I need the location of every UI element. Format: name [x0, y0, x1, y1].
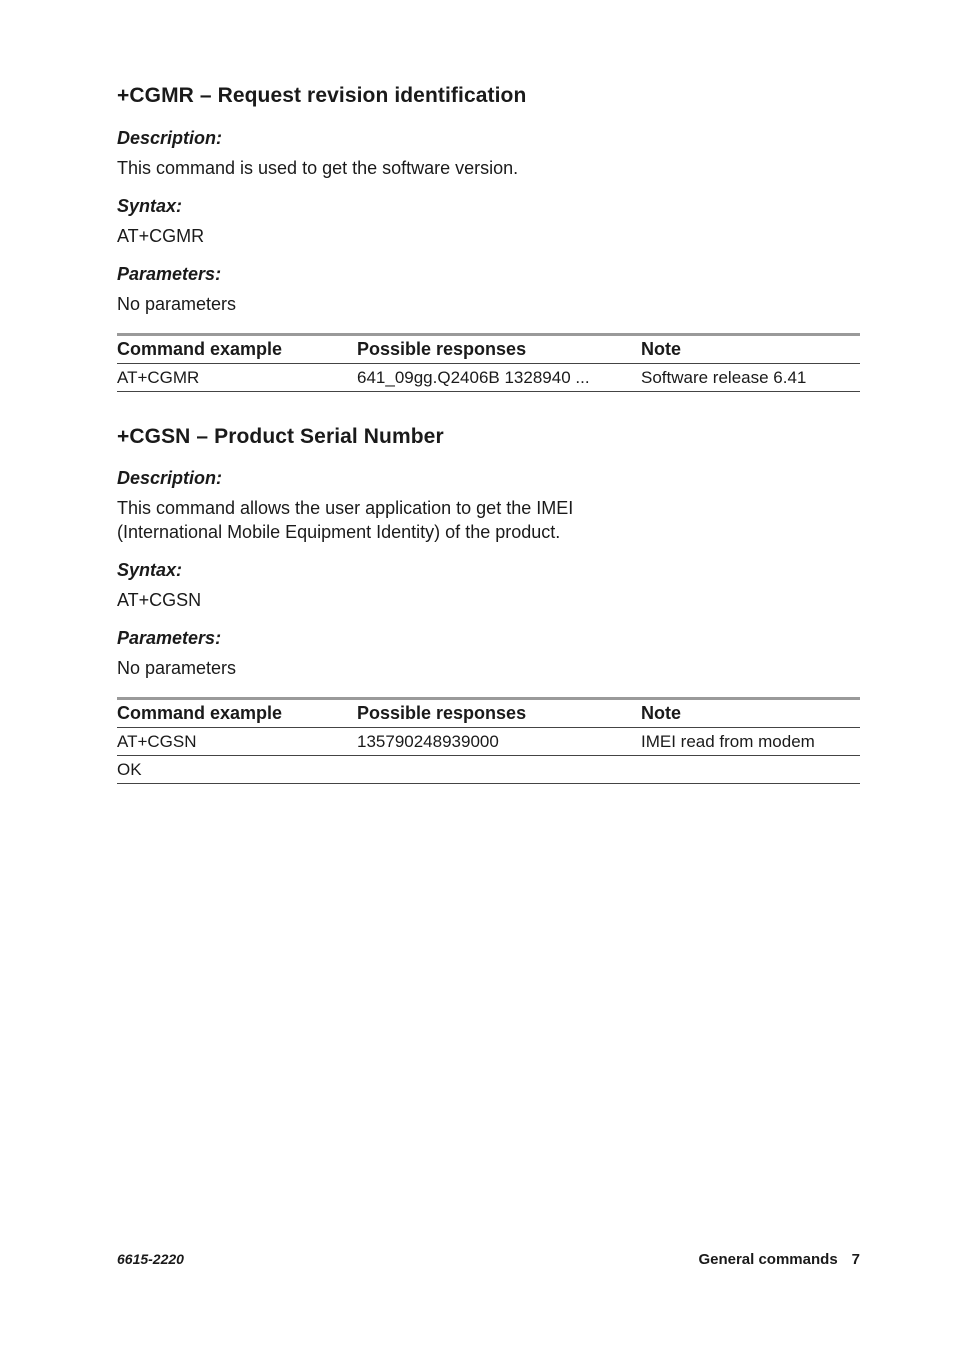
cell-command: AT+CGMR [117, 364, 357, 392]
section-title-cgsn: +CGSN – Product Serial Number [117, 425, 444, 448]
cell-response [357, 756, 641, 784]
description-line: (International Mobile Equipment Identity) of the product. [117, 522, 561, 542]
footer-page-number: 7 [851, 1251, 860, 1268]
footer-chapter [698, 1251, 860, 1268]
header-command-example: Command example [117, 335, 357, 364]
header-command-example: Command example [117, 699, 357, 728]
footer-chapter-title: General commands [698, 1251, 838, 1268]
cell-command: OK [117, 756, 357, 784]
footer-doc-number: 6615-2220 [117, 1251, 184, 1267]
header-note: Note [641, 335, 860, 364]
table-row [117, 756, 860, 784]
cell-note: Software release 6.41 [641, 364, 860, 392]
description-label: Description: [117, 468, 223, 488]
table-row [117, 364, 860, 392]
table-row [117, 728, 860, 756]
cell-response: 135790248939000 [357, 728, 641, 756]
command-table-cgmr [117, 333, 860, 392]
section-title-cgmr: +CGMR – Request revision identification [117, 84, 527, 107]
table-header-row [117, 335, 860, 364]
header-note: Note [641, 699, 860, 728]
syntax-text: AT+CGSN [117, 590, 202, 610]
command-table-cgsn [117, 697, 860, 784]
description-text [117, 496, 573, 544]
description-text [117, 156, 518, 180]
syntax-label: Syntax: [117, 196, 183, 216]
description-line: This command is used to get the software version. [117, 158, 519, 178]
header-possible-responses: Possible responses [357, 335, 641, 364]
cell-note: IMEI read from modem [641, 728, 860, 756]
description-line: This command allows the user application to get the IMEI [117, 498, 574, 518]
header-possible-responses: Possible responses [357, 699, 641, 728]
parameters-text: No parameters [117, 658, 237, 678]
parameters-label: Parameters: [117, 628, 222, 648]
parameters-label: Parameters: [117, 264, 222, 284]
description-label: Description: [117, 128, 223, 148]
parameters-text: No parameters [117, 294, 237, 314]
cell-command: AT+CGSN [117, 728, 357, 756]
syntax-label: Syntax: [117, 560, 183, 580]
cell-response: 641_09gg.Q2406B 1328940 ... [357, 364, 641, 392]
table-header-row [117, 699, 860, 728]
syntax-text: AT+CGMR [117, 226, 205, 246]
cell-note [641, 756, 860, 784]
